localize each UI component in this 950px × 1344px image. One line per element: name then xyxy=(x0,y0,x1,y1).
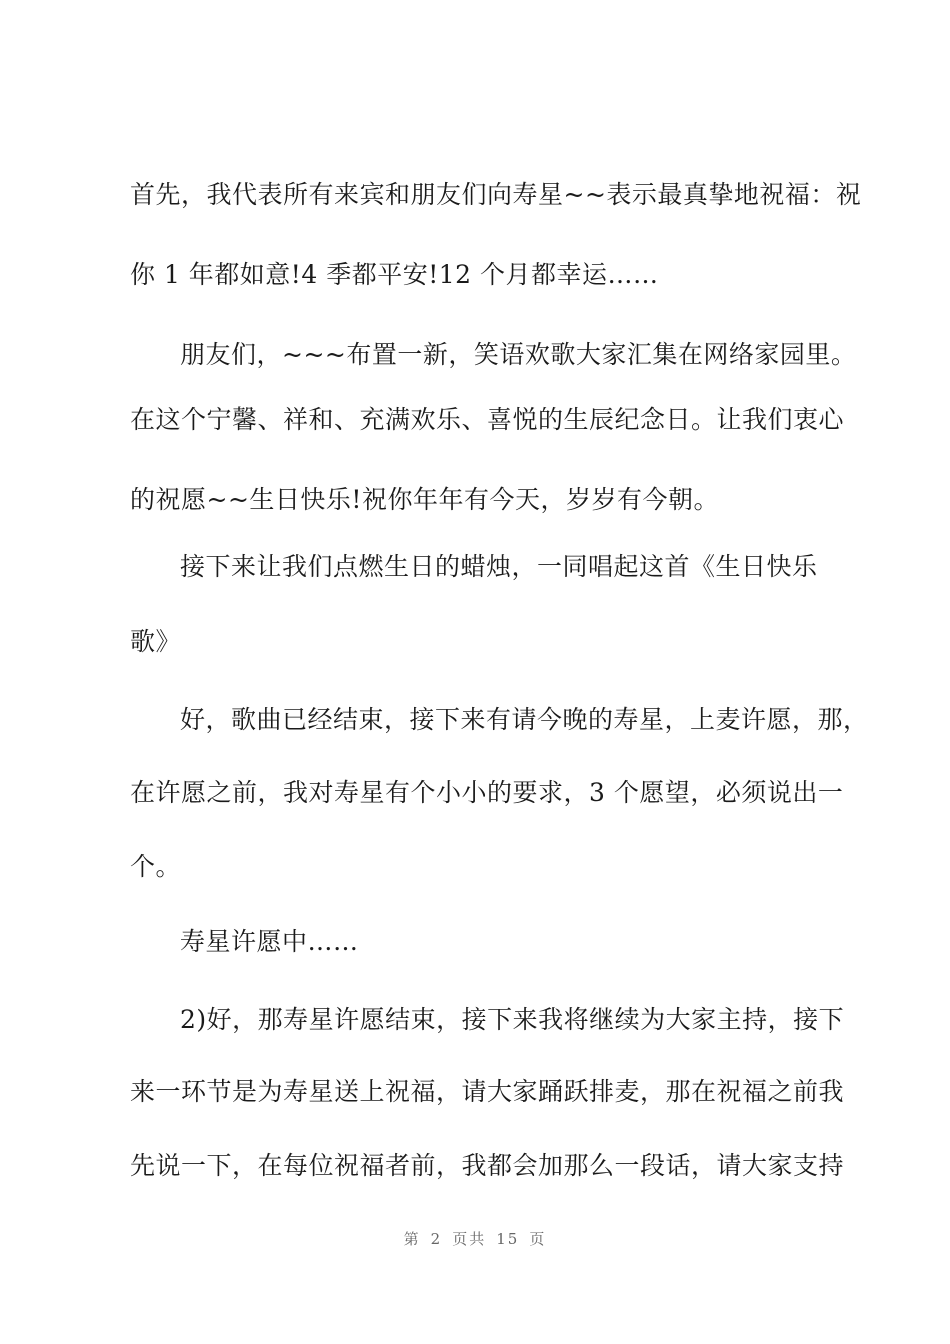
text-line: 首先，我代表所有来宾和朋友们向寿星~~表示最真挚地祝福：祝 xyxy=(130,180,862,209)
text-line: 在这个宁馨、祥和、充满欢乐、喜悦的生辰纪念日。让我们衷心 xyxy=(130,405,845,434)
footer-mid: 页共 xyxy=(452,1230,487,1248)
text-line: 接下来让我们点燃生日的蜡烛，一同唱起这首《生日快乐 xyxy=(180,552,818,581)
text-line: 歌》 xyxy=(130,627,182,656)
text-line: 好，歌曲已经结束，接下来有请今晚的寿星，上麦许愿，那， xyxy=(180,705,869,734)
footer-total-pages: 15 xyxy=(496,1230,520,1248)
text-line: 来一环节是为寿星送上祝福，请大家踊跃排麦，那在祝福之前我 xyxy=(130,1077,845,1106)
page-footer xyxy=(0,1228,950,1249)
text-line: 的祝愿~~生日快乐!祝你年年有今天，岁岁有今朝。 xyxy=(130,485,719,514)
text-line: 2)好，那寿星许愿结束，接下来我将继续为大家主持，接下 xyxy=(180,1005,845,1034)
text-line: 朋友们，~~~布置一新，笑语欢歌大家汇集在网络家园里。 xyxy=(180,340,857,369)
text-line: 在许愿之前，我对寿星有个小小的要求，3 个愿望，必须说出一 xyxy=(130,778,844,807)
footer-prefix: 第 xyxy=(403,1230,421,1248)
footer-suffix: 页 xyxy=(529,1230,547,1248)
text-line: 寿星许愿中…… xyxy=(180,927,359,956)
text-line: 先说一下，在每位祝福者前，我都会加那么一段话，请大家支持 xyxy=(130,1151,845,1180)
text-line: 个。 xyxy=(130,852,182,881)
text-line: 你 1 年都如意!4 季都平安!12 个月都幸运…… xyxy=(130,260,659,289)
footer-page-number: 2 xyxy=(430,1230,443,1248)
